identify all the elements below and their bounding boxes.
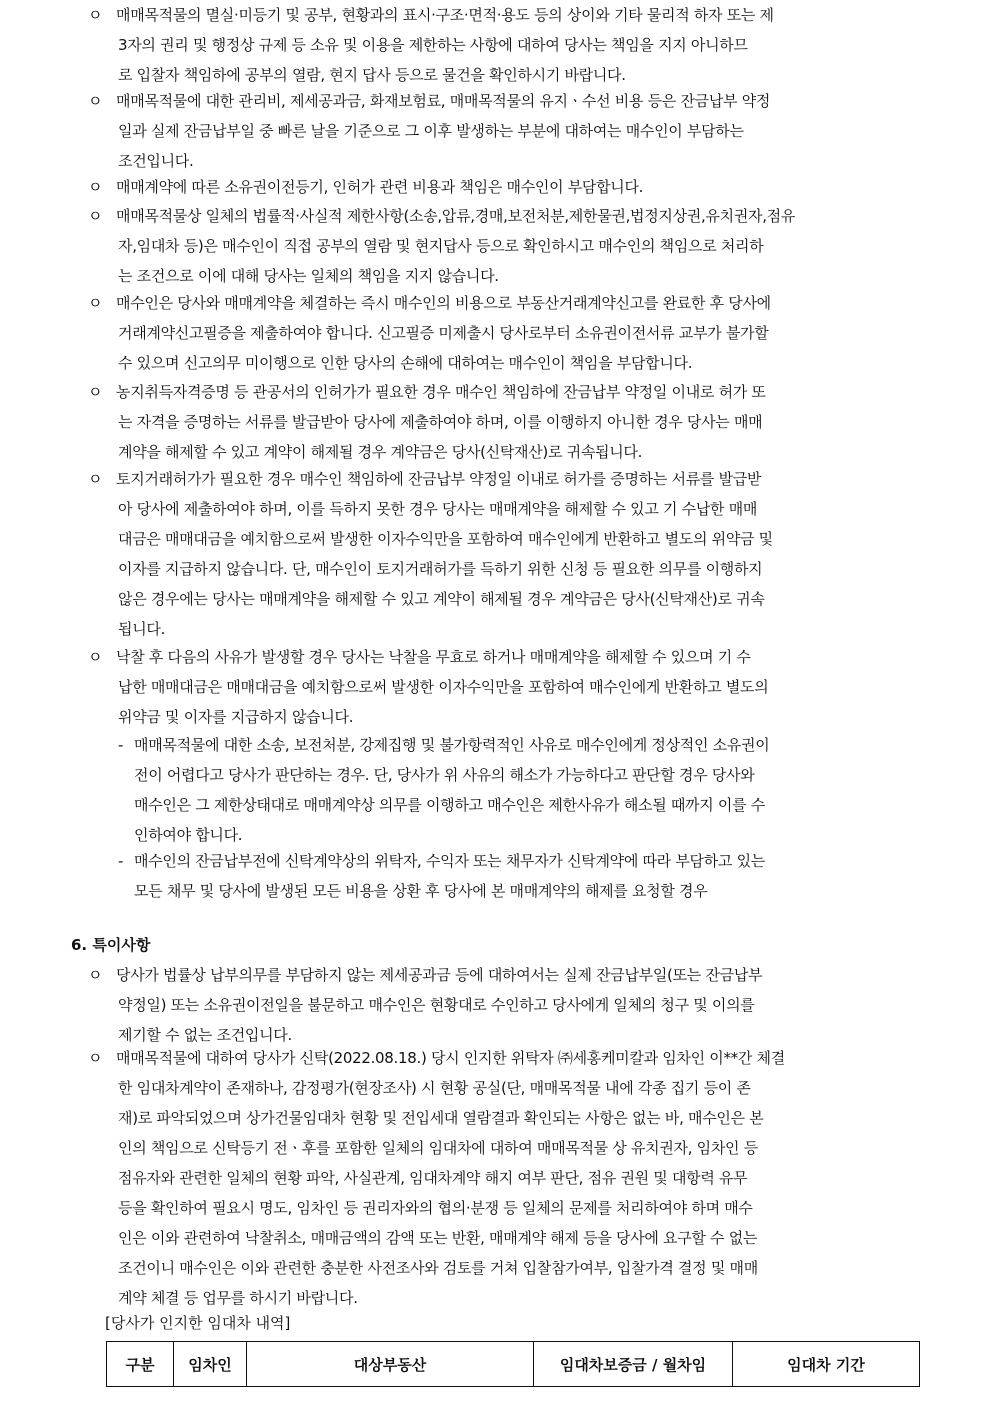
bullet-icon: ㅇ bbox=[88, 207, 103, 225]
text-line: 않은 경우에는 당사는 매매계약을 해제할 수 있고 계약이 해제될 경우 계약금은 당사(신탁재산)로 귀속 bbox=[118, 590, 765, 608]
text-line: 로 입찰자 책임하에 공부의 열람, 현지 답사 등으로 물건을 확인하시기 바랍니다. bbox=[118, 66, 626, 84]
lease-table bbox=[106, 1341, 920, 1387]
text-line: 대금은 매매대금을 예치함으로써 발생한 이자수익만을 포함하여 매수인에게 반환하고 별도의 위약금 및 bbox=[118, 530, 773, 548]
text-line: 조건이니 매수인은 이와 관련한 충분한 사전조사와 검토를 거쳐 입찰참가여부, 입찰가격 결정 및 매매 bbox=[118, 1259, 758, 1277]
text-line: 모든 채무 및 당사에 발생된 모든 비용을 상환 후 당사에 본 매매계약의 해제를 요청할 경우 bbox=[134, 882, 708, 900]
table-header-cell: 임대차 기간 bbox=[733, 1342, 920, 1387]
dash-icon: - bbox=[118, 736, 124, 754]
text-line: 매수인은 당사와 매매계약을 체결하는 즉시 매수인의 비용으로 부동산거래계약신고를 완료한 후 당사에 bbox=[116, 294, 771, 312]
text-line: 인하여야 합니다. bbox=[134, 826, 243, 844]
text-line: 농지취득자격증명 등 관공서의 인허가가 필요한 경우 매수인 책임하에 잔금납부 약정일 이내로 허가 또 bbox=[116, 383, 766, 401]
text-line: 매매목적물의 멸실·미등기 및 공부, 현황과의 표시·구조·면적·용도 등의 상이와 기타 물리적 하자 또는 제 bbox=[116, 6, 774, 24]
bullet-icon: ㅇ bbox=[88, 294, 103, 312]
text-line: 매매목적물에 대한 관리비, 제세공과금, 화재보험료, 매매목적물의 유지ㆍ수선 비용 등은 잔금납부 약정 bbox=[116, 92, 771, 110]
text-line: 인의 책임으로 신탁등기 전ㆍ후를 포함한 일체의 임대차에 대하여 매매목적물 상 유치권자, 임차인 등 bbox=[118, 1139, 758, 1157]
text-line: 토지거래허가가 필요한 경우 매수인 책임하에 잔금납부 약정일 이내로 허가를 증명하는 서류를 발급받 bbox=[116, 470, 762, 488]
text-line: 재)로 파악되었으며 상가건물임대차 현황 및 전입세대 열람결과 확인되는 사항은 없는 바, 매수인은 본 bbox=[118, 1109, 764, 1127]
text-line: 조건입니다. bbox=[118, 152, 194, 170]
text-line: 거래계약신고필증을 제출하여야 합니다. 신고필증 미제출시 당사로부터 소유권이전서류 교부가 불가할 bbox=[118, 324, 769, 342]
text-line: 한 임대차계약이 존재하나, 감정평가(현장조사) 시 현황 공실(단, 매매목적물 내에 각종 집기 등이 존 bbox=[118, 1079, 751, 1097]
bullet-icon: ㅇ bbox=[88, 178, 103, 196]
text-line: 납한 매매대금은 매매대금을 예치함으로써 발생한 이자수익만을 포함하여 매수인에게 반환하고 별도의 bbox=[118, 678, 769, 696]
text-line: 등을 확인하여 필요시 명도, 임차인 등 권리자와의 협의·분쟁 등 일체의 문제를 처리하여야 하며 매수 bbox=[118, 1199, 753, 1217]
text-line: 매수인은 그 제한상태대로 매매계약상 의무를 이행하고 매수인은 제한사유가 해소될 때까지 이를 수 bbox=[134, 796, 765, 814]
bullet-icon: ㅇ bbox=[88, 92, 103, 110]
bullet-icon: ㅇ bbox=[88, 6, 103, 24]
text-line: 는 조건으로 이에 대해 당사는 일체의 책임을 지지 않습니다. bbox=[118, 267, 499, 285]
table-header-cell: 구분 bbox=[107, 1342, 174, 1387]
section-title: 6. 특이사항 bbox=[71, 936, 151, 954]
text-line: 됩니다. bbox=[118, 620, 166, 638]
table-header-cell: 임차인 bbox=[174, 1342, 247, 1387]
text-line: 매수인의 잔금납부전에 신탁계약상의 위탁자, 수익자 또는 채무자가 신탁계약에 따라 부담하고 있는 bbox=[134, 852, 765, 870]
text-line: 수 있으며 신고의무 미이행으로 인한 당사의 손해에 대하여는 매수인이 책임을 부담합니다. bbox=[118, 354, 693, 372]
table-header-cell: 임대차보증금 / 월차임 bbox=[534, 1342, 733, 1387]
bullet-icon: ㅇ bbox=[88, 648, 103, 666]
text-line: 점유자와 관련한 일체의 현황 파악, 사실관계, 임대차계약 해지 여부 판단, 점유 권원 및 대항력 유무 bbox=[118, 1169, 748, 1187]
text-line: 당사가 법률상 납부의무를 부담하지 않는 제세공과금 등에 대하여서는 실제 잔금납부일(또는 잔금납부 bbox=[116, 966, 763, 984]
text-line: 인은 이와 관련하여 낙찰취소, 매매금액의 감액 또는 반환, 매매계약 해제 등을 당사에 요구할 수 없는 bbox=[118, 1229, 758, 1247]
bullet-icon: ㅇ bbox=[88, 470, 103, 488]
text-line: 매매목적물상 일체의 법률적·사실적 제한사항(소송,압류,경매,보전처분,제한물권,법정지상권,유치권자,점유 bbox=[116, 207, 796, 225]
text-line: 는 자격을 증명하는 서류를 발급받아 당사에 제출하여야 하며, 이를 이행하지 아니한 경우 당사는 매매 bbox=[118, 413, 763, 431]
text-line: 제기할 수 없는 조건입니다. bbox=[118, 1026, 292, 1044]
text-line: 자,임대차 등)은 매수인이 직접 공부의 열람 및 현지답사 등으로 확인하시고 매수인의 책임으로 처리하 bbox=[118, 237, 764, 255]
text-line: 계약을 해제할 수 있고 계약이 해제될 경우 계약금은 당사(신탁재산)로 귀속됩니다. bbox=[118, 443, 643, 461]
text-line: 매매목적물에 대하여 당사가 신탁(2022.08.18.) 당시 인지한 위탁자 ㈜세홍케미칼과 임차인 이**간 체결 bbox=[116, 1049, 785, 1067]
table-caption: [당사가 인지한 임대차 내역] bbox=[105, 1314, 291, 1332]
text-line: 일과 실제 잔금납부일 중 빠른 날을 기준으로 그 이후 발생하는 부분에 대하여는 매수인이 부담하는 bbox=[118, 122, 744, 140]
bullet-icon: ㅇ bbox=[88, 966, 103, 984]
text-line: 약정일) 또는 소유권이전일을 불문하고 매수인은 현황대로 수인하고 당사에게 일체의 청구 및 이의를 bbox=[118, 996, 755, 1014]
text-line: 이자를 지급하지 않습니다. 단, 매수인이 토지거래허가를 득하기 위한 신청 등 필요한 의무를 이행하지 bbox=[118, 560, 763, 578]
bullet-icon: ㅇ bbox=[88, 383, 103, 401]
text-line: 아 당사에 제출하여야 하며, 이를 득하지 못한 경우 당사는 매매계약을 해제할 수 있고 기 수납한 매매 bbox=[118, 500, 758, 518]
bullet-icon: ㅇ bbox=[88, 1049, 103, 1067]
text-line: 매매목적물에 대한 소송, 보전처분, 강제집행 및 불가항력적인 사유로 매수인에게 정상적인 소유권이 bbox=[134, 736, 770, 754]
table-header-row bbox=[107, 1342, 920, 1387]
text-line: 전이 어렵다고 당사가 판단하는 경우. 단, 당사가 위 사유의 해소가 가능하다고 판단할 경우 당사와 bbox=[134, 766, 755, 784]
table-header-cell: 대상부동산 bbox=[247, 1342, 534, 1387]
text-line: 3자의 권리 및 행정상 규제 등 소유 및 이용을 제한하는 사항에 대하여 당사는 책임을 지지 아니하므 bbox=[118, 36, 748, 54]
text-line: 매매계약에 따른 소유권이전등기, 인허가 관련 비용과 책임은 매수인이 부담합니다. bbox=[116, 178, 644, 196]
text-line: 위약금 및 이자를 지급하지 않습니다. bbox=[118, 708, 354, 726]
text-line: 낙찰 후 다음의 사유가 발생할 경우 당사는 낙찰을 무효로 하거나 매매계약을 해제할 수 있으며 기 수 bbox=[116, 648, 751, 666]
text-line: 계약 체결 등 업무를 하시기 바랍니다. bbox=[118, 1289, 358, 1307]
dash-icon: - bbox=[118, 852, 124, 870]
